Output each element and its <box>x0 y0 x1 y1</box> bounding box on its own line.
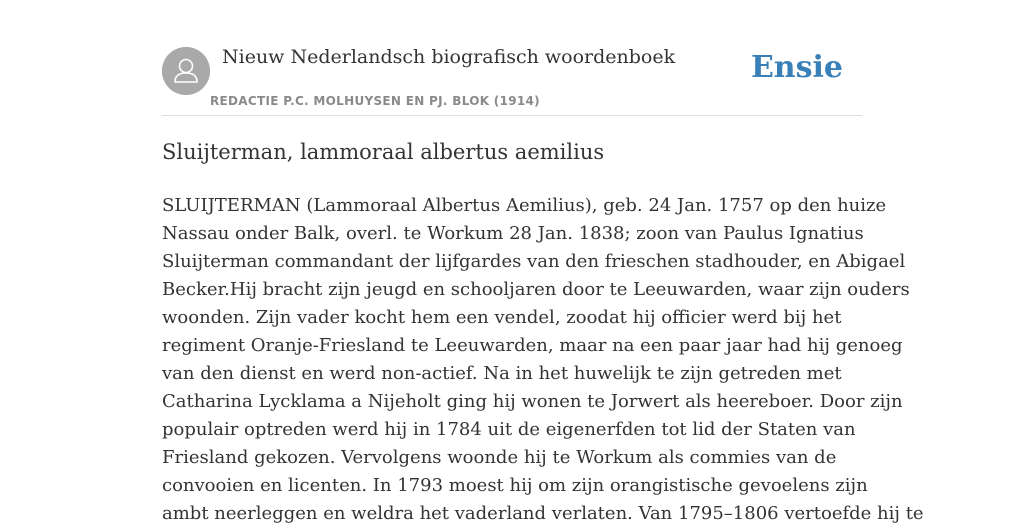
article-body-line: Friesland gekozen. Vervolgens woonde hij te Workum als commies van de <box>162 447 837 468</box>
article-body-line: van den dienst en werd non-actief. Na in het huwelijk te zijn getreden met <box>162 363 842 384</box>
user-avatar-icon[interactable] <box>162 47 210 95</box>
article-body-line: convooien en licenten. In 1793 moest hij om zijn orangistische gevoelens zijn <box>162 475 868 496</box>
article-body-line: Catharina Lycklama a Nijeholt ging hij wonen te Jorwert als heereboer. Door zijn <box>162 391 903 412</box>
source-editors: REDACTIE P.C. MOLHUYSEN EN PJ. BLOK (1914) <box>210 94 540 108</box>
article-body-line: woonden. Zijn vader kocht hem een vendel, zoodat hij officier werd bij het <box>162 307 842 328</box>
article-body-line: Becker.Hij bracht zijn jeugd en schooljaren door te Leeuwarden, waar zijn ouders <box>162 279 910 300</box>
article-title: Sluijterman, lammoraal albertus aemilius <box>162 140 605 164</box>
article-body-line: Sluijterman commandant der lijfgardes van den frieschen stadhouder, en Abigael <box>162 251 906 272</box>
article-body-line: Nassau onder Balk, overl. te Workum 28 Jan. 1838; zoon van Paulus Ignatius <box>162 223 864 244</box>
article-body-line: populair optreden werd hij in 1784 uit de eigenerfden tot lid der Staten van <box>162 419 856 440</box>
article-body-line: ambt neerleggen en weldra het vaderland verlaten. Van 1795–1806 vertoefde hij te <box>162 503 924 524</box>
article-body <box>162 192 924 528</box>
header-divider <box>162 115 862 116</box>
article-body-line: SLUIJTERMAN (Lammoraal Albertus Aemilius), geb. 24 Jan. 1757 op den huize <box>162 195 887 216</box>
article-body-line: regiment Oranje-Friesland te Leeuwarden, maar na een paar jaar had hij genoeg <box>162 335 903 356</box>
source-header <box>162 46 862 116</box>
ensie-logo[interactable]: Ensie <box>750 50 843 85</box>
source-title[interactable]: Nieuw Nederlandsch biografisch woordenboek <box>222 46 676 68</box>
